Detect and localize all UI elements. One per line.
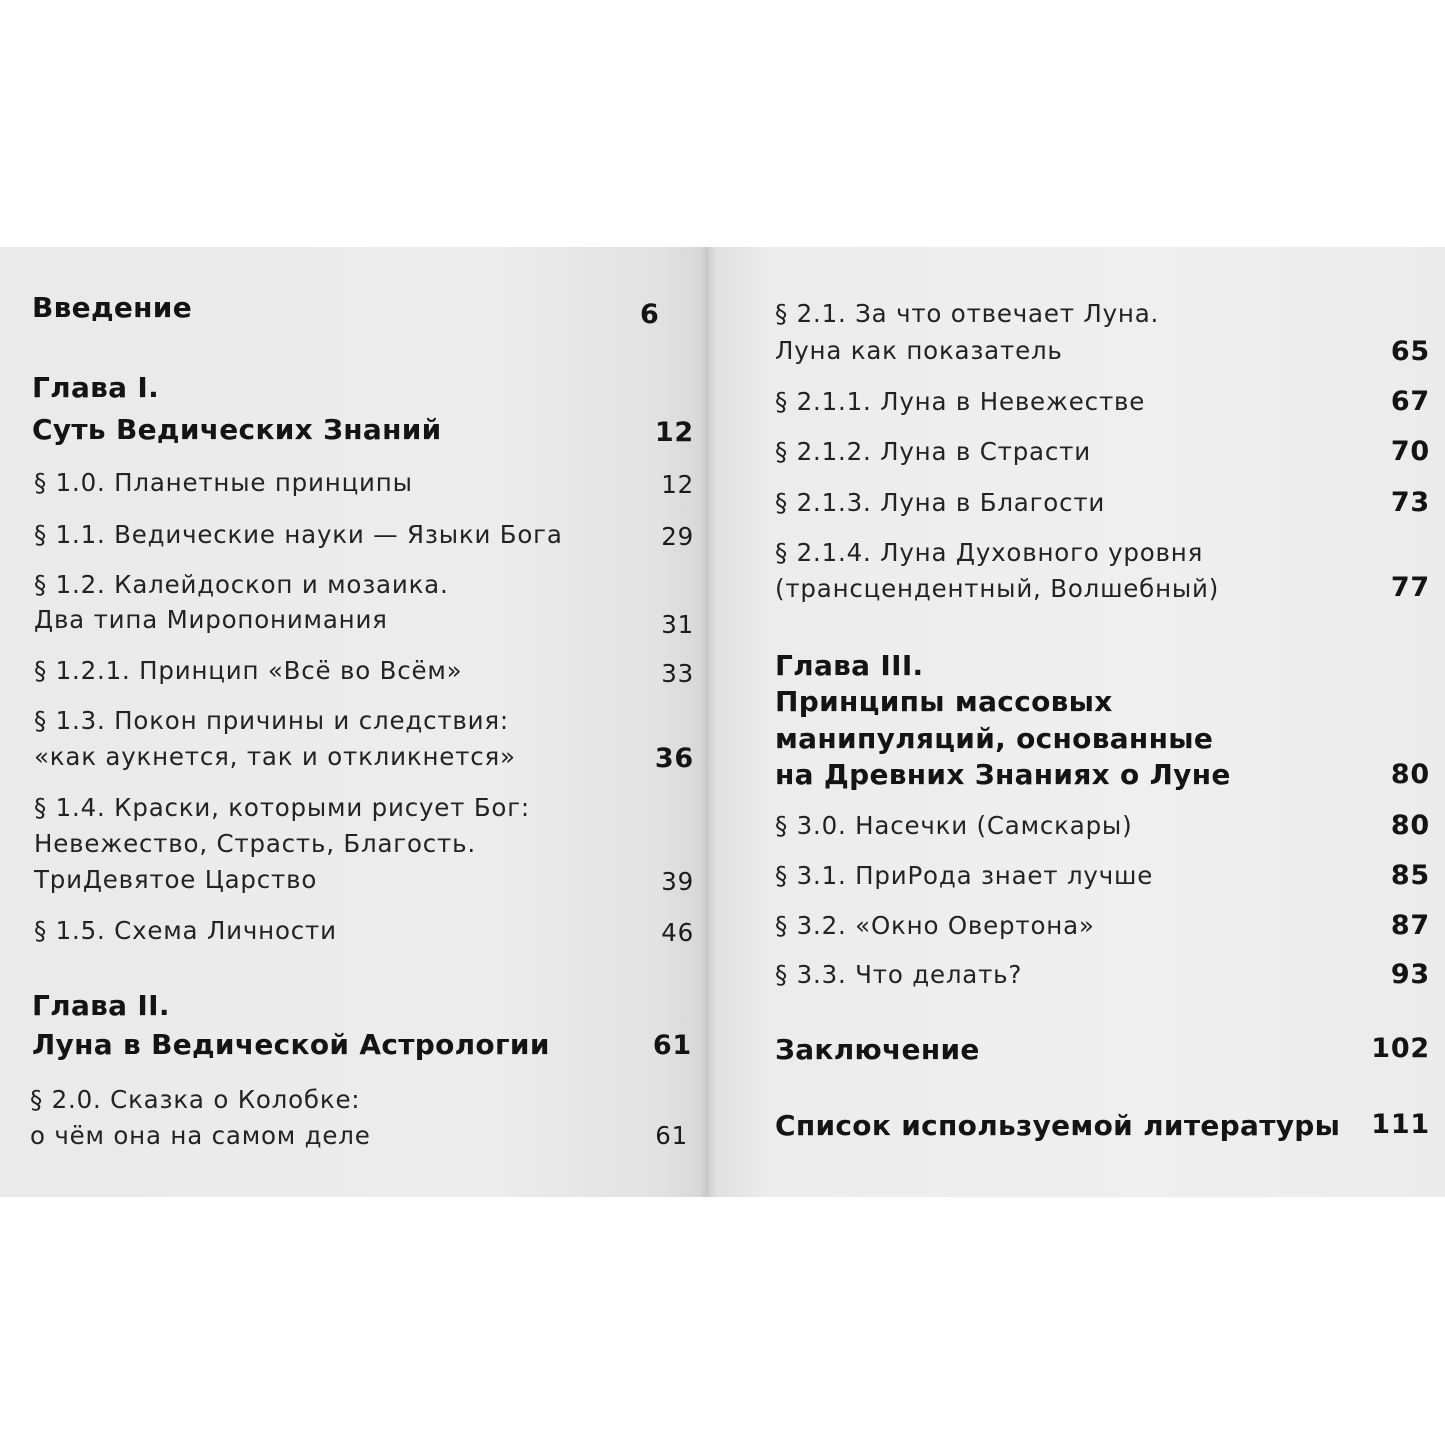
toc-page-number: 73 — [1390, 487, 1430, 518]
toc-entry: § 3.2. «Окно Овертона» — [775, 911, 1095, 940]
toc-entry-line: Невежество, Страсть, Благость. — [34, 829, 476, 858]
toc-page-number: 87 — [1390, 910, 1430, 941]
toc-page-number: 12 — [654, 417, 694, 448]
toc-heading-bibliography: Список используемой литературы — [775, 1109, 1341, 1142]
toc-entry: § 2.0. Сказка о Колобке: — [30, 1085, 361, 1114]
right-page — [708, 247, 1445, 1197]
toc-entry-line: о чём она на самом деле — [30, 1121, 371, 1150]
chapter-label: Глава I. — [32, 371, 160, 404]
toc-entry-line: (трансцендентный, Волшебный) — [775, 574, 1220, 603]
toc-entry: § 1.2. Калейдоскоп и мозаика. — [34, 570, 449, 599]
toc-entry: § 3.3. Что делать? — [775, 960, 1023, 989]
book-spread — [0, 247, 1445, 1197]
chapter-title-line: на Древних Знаниях о Луне — [775, 758, 1231, 791]
toc-entry: § 2.1.2. Луна в Страсти — [775, 437, 1091, 466]
toc-page-number: 85 — [1390, 860, 1430, 891]
toc-page-number: 61 — [652, 1030, 692, 1061]
toc-entry: § 1.4. Краски, которыми рисует Бог: — [34, 793, 530, 822]
toc-page-number: 46 — [661, 918, 694, 947]
toc-page-number: 80 — [1390, 759, 1430, 790]
toc-entry: § 1.2.1. Принцип «Всё во Всём» — [34, 656, 463, 685]
toc-entry: § 2.1.4. Луна Духовного уровня — [775, 538, 1204, 567]
toc-page-number: 29 — [661, 522, 694, 551]
toc-heading-intro: Введение — [32, 291, 193, 324]
book-gutter — [700, 247, 716, 1197]
toc-entry-line: ТриДевятое Царство — [34, 865, 318, 894]
toc-page-number: 70 — [1390, 436, 1430, 467]
toc-page-number: 36 — [654, 743, 694, 774]
toc-page-number: 77 — [1390, 572, 1430, 603]
toc-entry-line: Два типа Миропонимания — [34, 605, 388, 634]
chapter-title-line: манипуляций, основанные — [775, 722, 1214, 755]
toc-page-number: 65 — [1390, 336, 1430, 367]
toc-page-number: 67 — [1390, 386, 1430, 417]
toc-entry: § 2.1.3. Луна в Благости — [775, 488, 1106, 517]
toc-page-number: 111 — [1371, 1109, 1430, 1140]
toc-page-number: 33 — [661, 659, 694, 688]
toc-entry: § 1.3. Покон причины и следствия: — [34, 706, 509, 735]
toc-heading-conclusion: Заключение — [775, 1033, 980, 1066]
chapter-title: Суть Ведических Знаний — [32, 413, 442, 446]
toc-page-number: 12 — [661, 470, 694, 499]
toc-page-number: 61 — [655, 1121, 688, 1150]
toc-entry: § 2.1.1. Луна в Невежестве — [775, 387, 1146, 416]
toc-entry: § 1.0. Планетные принципы — [34, 468, 413, 497]
toc-page-number: 80 — [1390, 810, 1430, 841]
toc-entry: § 1.5. Схема Личности — [34, 916, 337, 945]
toc-page-number: 31 — [661, 610, 694, 639]
toc-entry: § 3.1. ПриРода знает лучше — [775, 861, 1154, 890]
toc-page-number: 102 — [1371, 1033, 1430, 1064]
chapter-title: Луна в Ведической Астрологии — [32, 1028, 550, 1061]
left-page — [0, 247, 708, 1197]
toc-entry-line: Луна как показатель — [775, 336, 1063, 365]
toc-page-number: 39 — [661, 867, 694, 896]
toc-entry: § 1.1. Ведические науки — Языки Бога — [34, 520, 563, 549]
chapter-title: Принципы массовых — [775, 685, 1113, 718]
toc-page-number: 6 — [640, 299, 660, 330]
chapter-label: Глава II. — [32, 989, 170, 1022]
toc-entry-line: «как аукнется, так и откликнется» — [34, 742, 516, 771]
toc-entry: § 2.1. За что отвечает Луна. — [775, 299, 1160, 328]
toc-entry: § 3.0. Насечки (Самскары) — [775, 811, 1133, 840]
toc-page-number: 93 — [1390, 959, 1430, 990]
chapter-label: Глава III. — [775, 649, 924, 682]
